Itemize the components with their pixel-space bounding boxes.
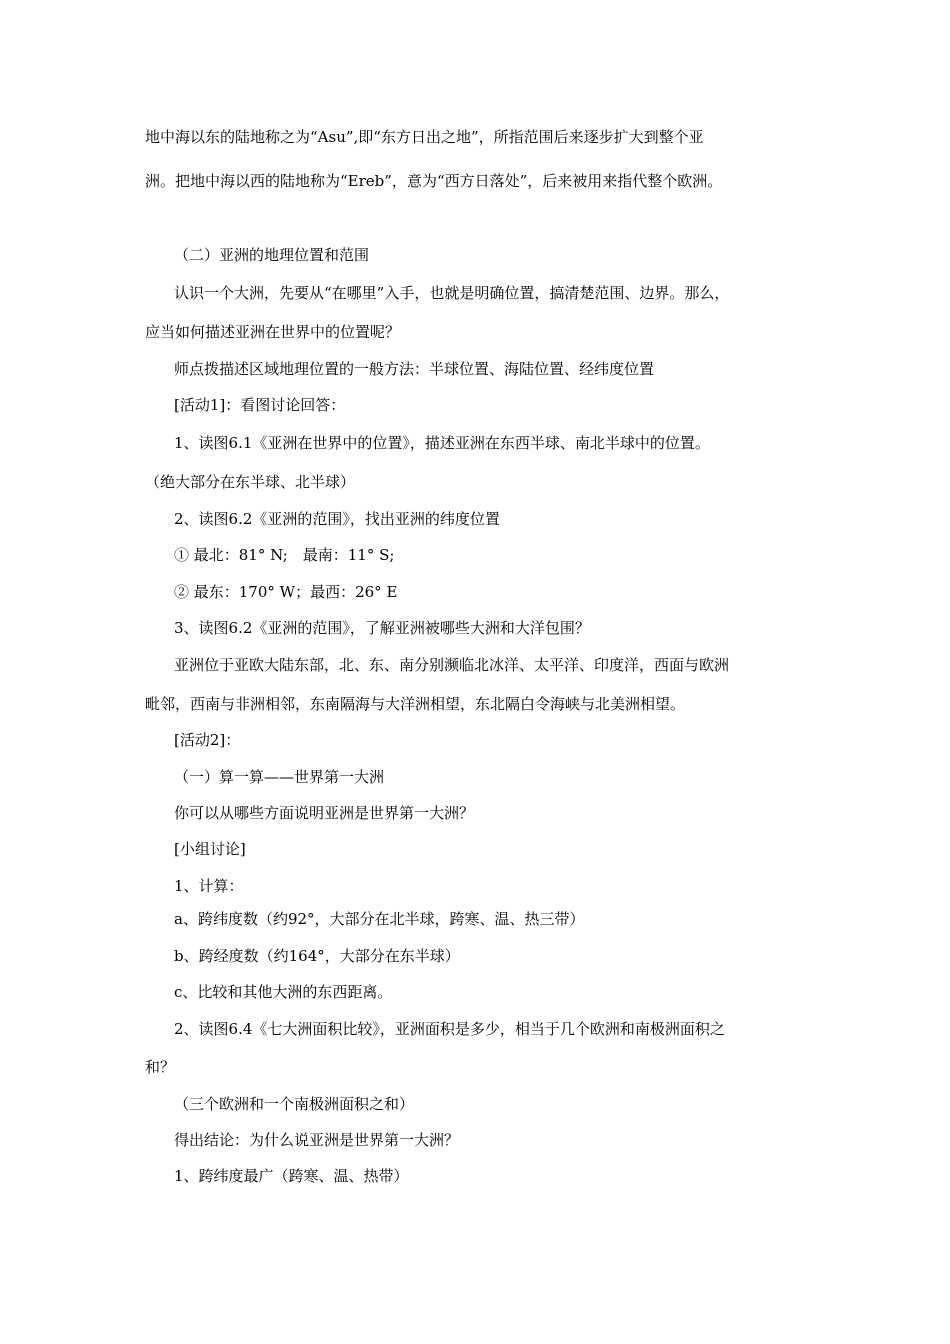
activity-heading: [活动1]：看图讨论回答： (174, 396, 346, 414)
section-heading: （二）亚洲的地理位置和范围 (174, 246, 370, 264)
paragraph-line: 地中海以东的陆地称之为“Asu”,即“东方日出之地”，所指范围后来逐步扩大到整个亚 (145, 128, 704, 146)
list-item: c、比较和其他大洲的东西距离。 (174, 983, 393, 1001)
paragraph-line: （绝大部分在东半球、北半球） (145, 473, 356, 491)
paragraph-line: 毗邻，西南与非洲相邻，东南隔海与大洋洲相望，东北隔白令海峡与北美洲相望。 (145, 695, 686, 713)
paragraph-line: 你可以从哪些方面说明亚洲是世界第一大洲？ (174, 804, 475, 822)
paragraph-line: 3、读图6.2《亚洲的范围》，了解亚洲被哪些大洲和大洋包围？ (174, 619, 590, 637)
paragraph-line: 和？ (145, 1058, 176, 1076)
section-heading: （一）算一算——世界第一大洲 (174, 768, 385, 786)
activity-heading: [活动2]： (174, 731, 241, 749)
list-item: ② 最东：170° W；最西：26° E (174, 583, 398, 601)
list-item: b、跨经度数（约164°，大部分在东半球） (174, 947, 460, 965)
list-item: ① 最北：81° N; 最南：11° S; (174, 546, 395, 564)
paragraph-line: 2、读图6.2《亚洲的范围》，找出亚洲的纬度位置 (174, 510, 500, 528)
list-item: 1、跨纬度最广（跨寒、温、热带） (174, 1167, 409, 1185)
list-item: 1、计算： (174, 877, 244, 895)
paragraph-line: 1、读图6.1《亚洲在世界中的位置》，描述亚洲在东西半球、南北半球中的位置。 (174, 434, 710, 452)
paragraph-line: 洲。把地中海以西的陆地称为“Ereb”，意为“西方日落处”，后来被用来指代整个欧洲。 (145, 172, 723, 190)
paragraph-line: 认识一个大洲，先要从“在哪里”入手，也就是明确位置，搞清楚范围、边界。那么， (174, 284, 730, 302)
paragraph-line: （三个欧洲和一个南极洲面积之和） (174, 1095, 415, 1113)
paragraph-line: 应当如何描述亚洲在世界中的位置呢？ (145, 323, 401, 341)
list-item: a、跨纬度数（约92°，大部分在北半球，跨寒、温、热三带） (174, 910, 585, 928)
paragraph-line: 亚洲位于亚欧大陆东部，北、东、南分别濒临北冰洋、太平洋、印度洋，西面与欧洲 (174, 656, 730, 674)
paragraph-line: 得出结论：为什么说亚洲是世界第一大洲？ (174, 1131, 460, 1149)
discussion-heading: [小组讨论] (174, 840, 246, 858)
paragraph-line: 2、读图6.4《七大洲面积比较》，亚洲面积是多少，相当于几个欧洲和南极洲面积之 (174, 1020, 725, 1038)
paragraph-line: 师点拨描述区域地理位置的一般方法：半球位置、海陆位置、经纬度位置 (174, 360, 655, 378)
